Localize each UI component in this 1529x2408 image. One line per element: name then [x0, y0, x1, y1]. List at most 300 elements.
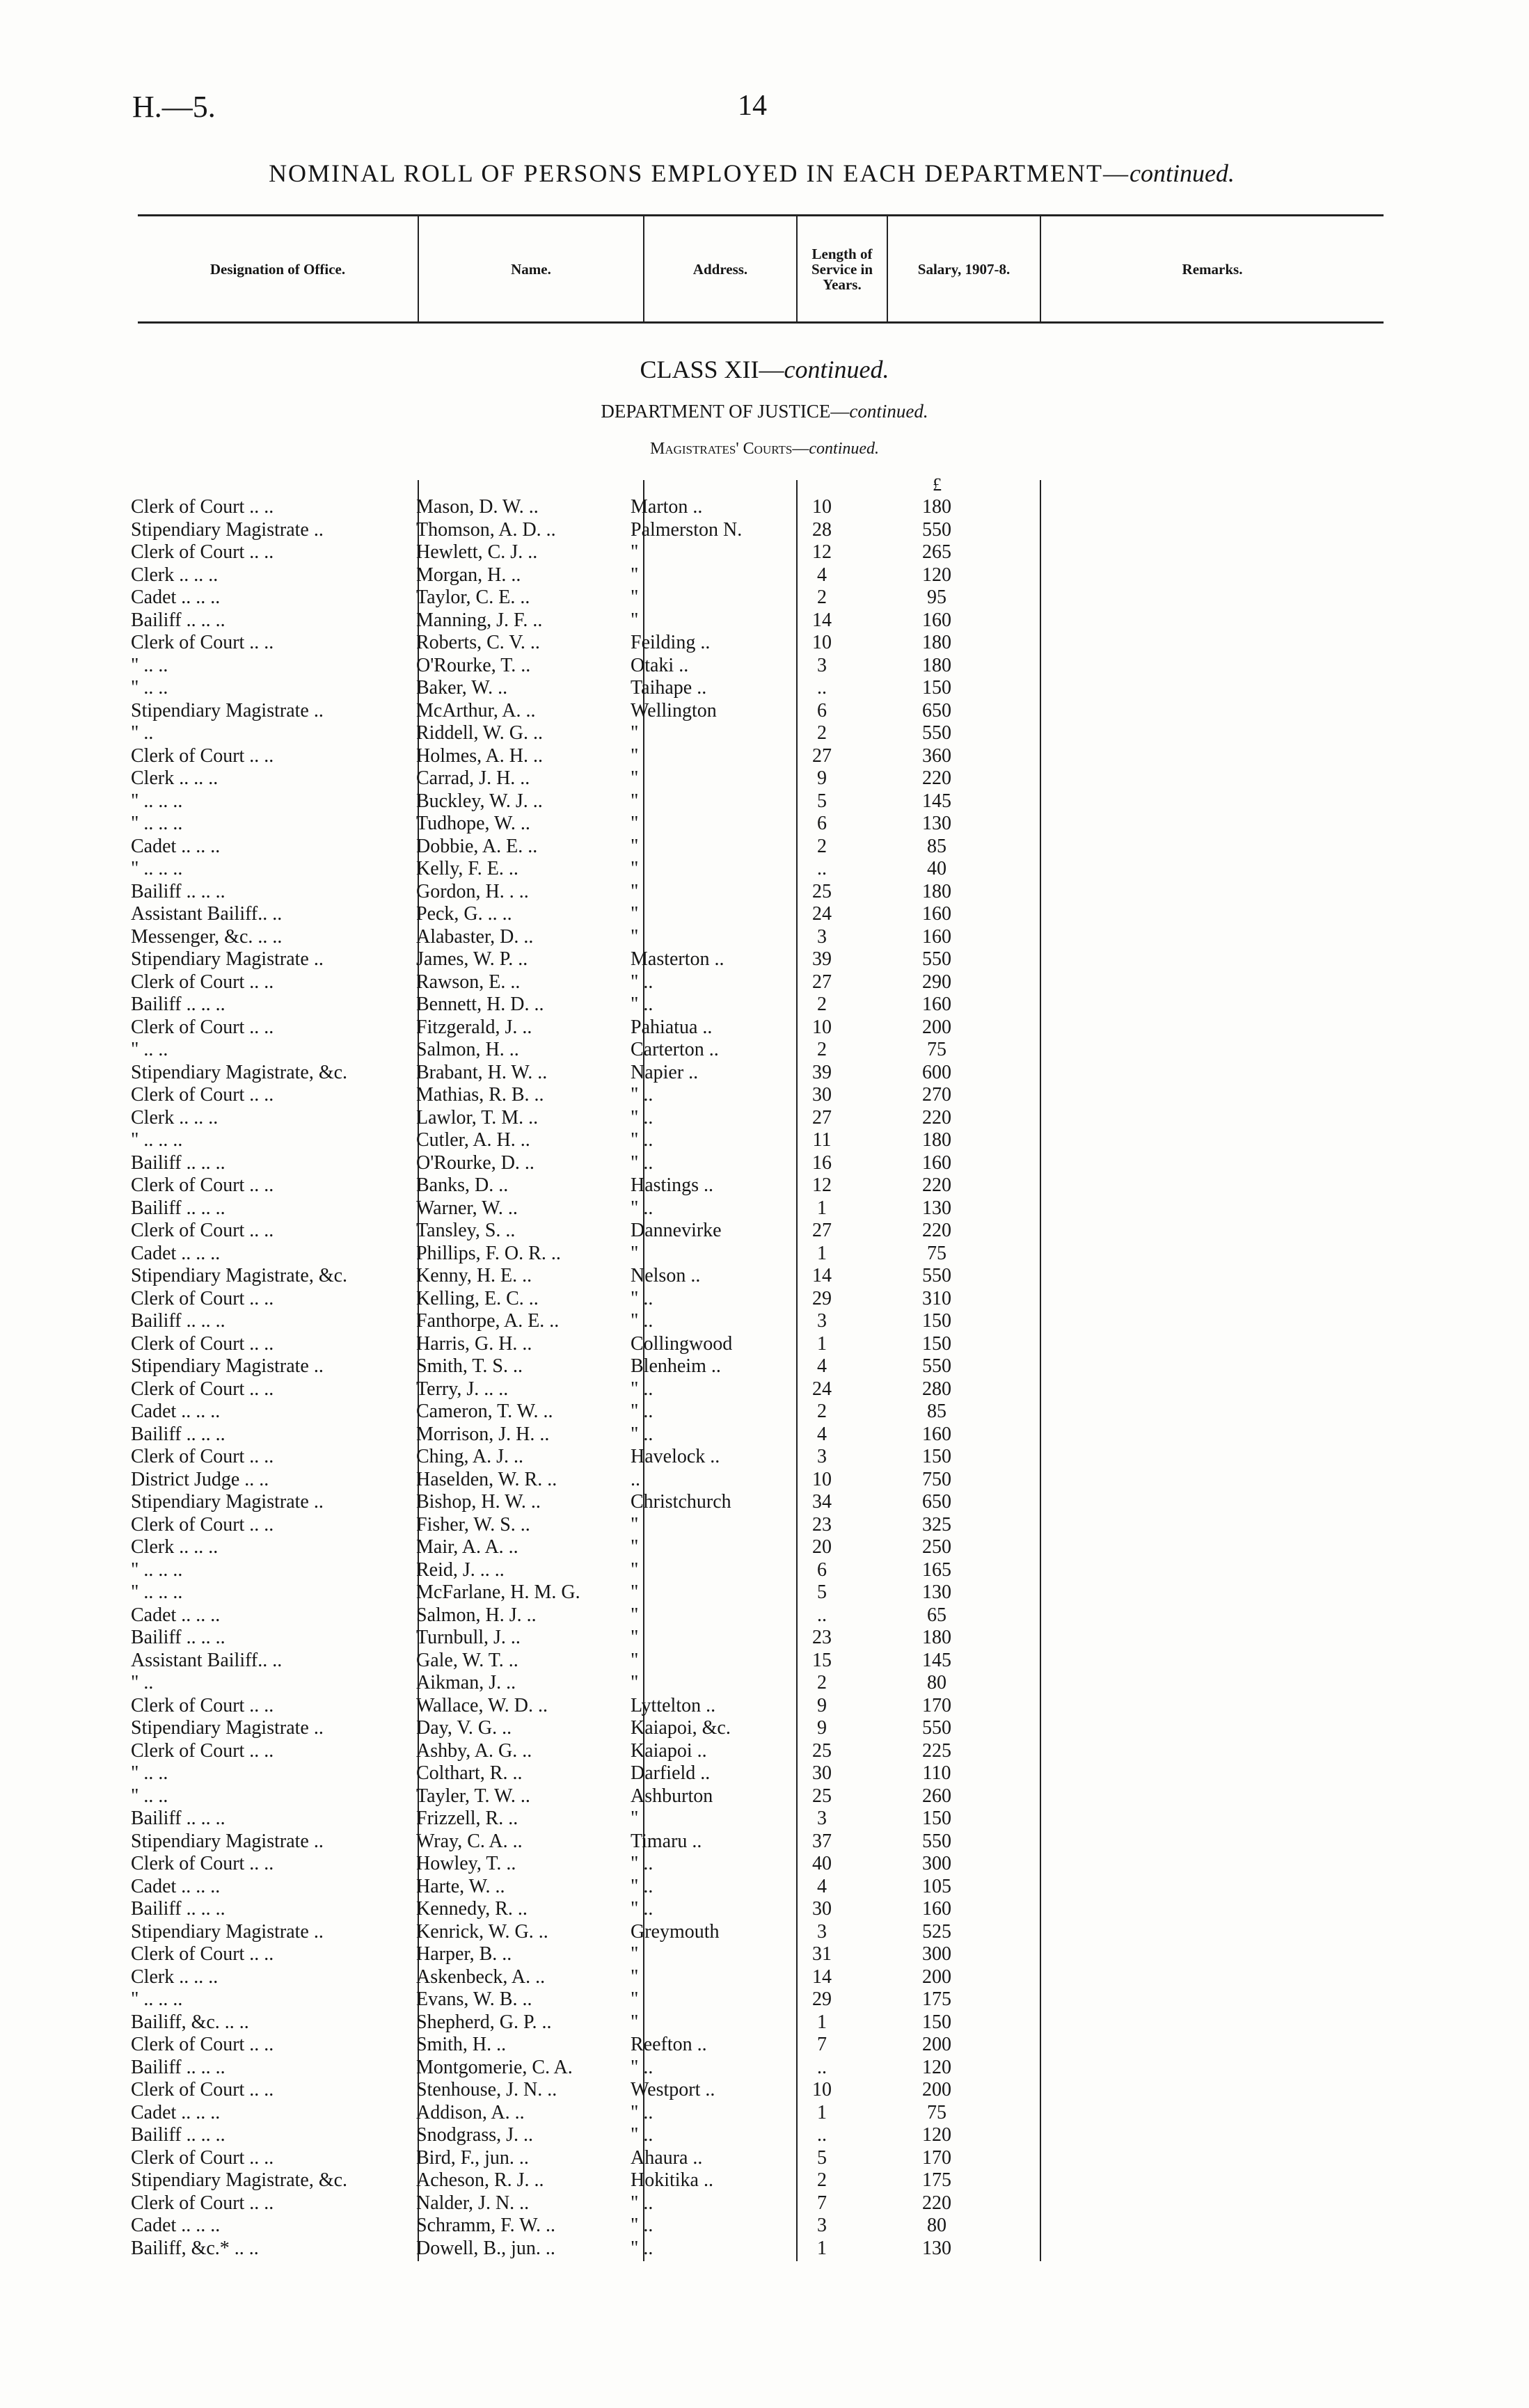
table-row — [131, 1921, 1215, 1944]
table-row — [131, 1220, 1215, 1243]
designation-cell: Cadet .. .. .. — [131, 1401, 221, 1422]
name-cell: Mason, D. W. .. — [416, 496, 539, 518]
address-cell: " — [631, 1627, 639, 1648]
remarks-cell — [1006, 1016, 1215, 1039]
years-cell: 30 — [812, 1898, 832, 1920]
table-row — [131, 564, 1215, 587]
name-cell: Ching, A. J. .. — [416, 1446, 524, 1467]
salary-cell: 160 — [922, 994, 951, 1015]
name-cell: Peck, G. .. .. — [416, 903, 512, 925]
remarks-cell — [1006, 858, 1215, 881]
name-cell: Warner, W. .. — [416, 1197, 518, 1219]
address-cell: " .. — [631, 971, 653, 993]
salary-cell: 550 — [922, 518, 951, 541]
years-cell: 1 — [817, 2101, 827, 2123]
table-row — [131, 903, 1215, 926]
table-row — [131, 1536, 1215, 1559]
class-heading-continued: continued. — [784, 356, 889, 383]
salary-cell: 40 — [927, 858, 946, 879]
designation-cell: Cadet .. .. .. — [131, 2101, 221, 2123]
remarks-cell — [1006, 1831, 1215, 1853]
address-cell: " — [631, 880, 639, 902]
address-cell: " .. — [631, 1287, 653, 1309]
remarks-cell — [1006, 2079, 1215, 2102]
remarks-cell — [1006, 496, 1215, 519]
salary-cell: 130 — [922, 2237, 951, 2259]
address-cell: " .. — [631, 1106, 653, 1129]
remarks-cell — [1006, 1581, 1215, 1604]
name-cell: Tansley, S. .. — [416, 1220, 516, 1241]
remarks-cell — [1006, 881, 1215, 904]
salary-cell: 220 — [922, 1220, 951, 1241]
years-cell: .. — [817, 2056, 827, 2078]
department-heading-continued: continued. — [849, 401, 928, 422]
header-bottom-rule — [138, 321, 1384, 324]
name-cell: Dobbie, A. E. .. — [416, 835, 538, 857]
designation-cell: Cadet .. .. .. — [131, 1604, 221, 1626]
table-row — [131, 1966, 1215, 1989]
designation-cell: Clerk .. .. .. — [131, 767, 219, 789]
address-cell: Marton .. — [631, 496, 703, 518]
designation-cell: Clerk of Court .. .. — [131, 1016, 274, 1038]
salary-cell: 225 — [922, 1739, 951, 1762]
name-cell: Manning, J. F. .. — [416, 609, 543, 631]
designation-cell: Bailiff .. .. .. — [131, 2124, 225, 2146]
name-cell: Hewlett, C. J. .. — [416, 541, 538, 563]
salary-cell: 120 — [922, 2124, 951, 2146]
years-cell: 28 — [812, 518, 832, 541]
name-cell: Gordon, H. . .. — [416, 880, 529, 902]
name-cell: Addison, A. .. — [416, 2101, 525, 2123]
designation-cell: " .. .. .. — [131, 790, 183, 812]
table-row — [131, 1785, 1215, 1808]
remarks-cell — [1006, 700, 1215, 723]
designation-cell: Clerk of Court .. .. — [131, 1853, 274, 1874]
salary-cell: 105 — [922, 1875, 951, 1897]
designation-cell: Bailiff .. .. .. — [131, 1898, 225, 1920]
address-cell: " .. — [631, 2124, 653, 2146]
salary-cell: 180 — [922, 1129, 951, 1151]
table-row — [131, 2102, 1215, 2125]
name-cell: Shepherd, G. P. .. — [416, 2011, 552, 2033]
table-row — [131, 2057, 1215, 2080]
name-cell: Kennedy, R. .. — [416, 1898, 528, 1920]
page-title-continued: continued. — [1129, 159, 1235, 187]
header-top-rule — [138, 214, 1384, 216]
table-row — [131, 1243, 1215, 1266]
salary-cell: 600 — [922, 1061, 951, 1083]
remarks-cell — [1006, 1333, 1215, 1356]
designation-cell: Stipendiary Magistrate .. — [131, 1830, 324, 1852]
name-cell: Morrison, J. H. .. — [416, 1423, 550, 1445]
table-row — [131, 1672, 1215, 1695]
remarks-cell — [1006, 1378, 1215, 1401]
remarks-cell — [1006, 1536, 1215, 1559]
salary-cell: 220 — [922, 1106, 951, 1129]
class-heading — [0, 355, 1529, 384]
table-row — [131, 1333, 1215, 1356]
salary-cell: 75 — [927, 2101, 946, 2123]
years-cell: 2 — [817, 994, 827, 1015]
name-cell: Brabant, H. W. .. — [416, 1061, 548, 1083]
designation-cell: Clerk .. .. .. — [131, 1966, 219, 1988]
remarks-cell — [1006, 2011, 1215, 2034]
name-cell: Tayler, T. W. .. — [416, 1785, 530, 1807]
address-cell: " — [631, 1604, 639, 1626]
table-row — [131, 2124, 1215, 2147]
table-row — [131, 2169, 1215, 2192]
page-title-text: NOMINAL ROLL OF PERSONS EMPLOYED IN EACH DEPARTMENT— — [269, 159, 1130, 187]
table-row — [131, 1853, 1215, 1876]
column-header-designation: Designation of Office. — [209, 260, 346, 278]
designation-cell: Clerk .. .. .. — [131, 564, 219, 586]
designation-cell: Stipendiary Magistrate, &c. — [131, 2169, 348, 2191]
table-row — [131, 2147, 1215, 2170]
remarks-cell — [1006, 609, 1215, 632]
table-row — [131, 541, 1215, 564]
years-cell: 6 — [817, 699, 827, 721]
designation-cell: Clerk of Court .. .. — [131, 1220, 274, 1241]
address-cell: " .. — [631, 1310, 653, 1332]
table-row — [131, 1695, 1215, 1718]
table-row — [131, 813, 1215, 836]
table-row — [131, 836, 1215, 859]
designation-cell: " .. — [131, 1672, 154, 1693]
name-cell: Bird, F., jun. .. — [416, 2146, 529, 2169]
address-cell: Havelock .. — [631, 1446, 720, 1467]
designation-cell: Cadet .. .. .. — [131, 1875, 221, 1897]
address-cell: " — [631, 1649, 639, 1671]
header-divider-4 — [887, 216, 888, 321]
nominal-roll-table — [131, 496, 1215, 2260]
remarks-cell — [1006, 948, 1215, 971]
name-cell: Schramm, F. W. .. — [416, 2215, 555, 2236]
name-cell: Wray, C. A. .. — [416, 1830, 523, 1852]
designation-cell: Clerk of Court .. .. — [131, 744, 274, 767]
salary-cell: 180 — [922, 1627, 951, 1648]
designation-cell: Cadet .. .. .. — [131, 2215, 221, 2236]
salary-cell: 160 — [922, 925, 951, 948]
salary-cell: 220 — [922, 2192, 951, 2214]
salary-cell: 110 — [922, 1762, 951, 1784]
table-row — [131, 1174, 1215, 1197]
table-row — [131, 1355, 1215, 1378]
remarks-cell — [1006, 1876, 1215, 1899]
designation-cell: " .. .. .. — [131, 1558, 183, 1581]
name-cell: Baker, W. .. — [416, 677, 508, 699]
years-cell: 1 — [817, 1242, 827, 1264]
address-cell: " .. — [631, 994, 653, 1015]
salary-cell: 80 — [927, 1672, 946, 1693]
remarks-cell — [1006, 1921, 1215, 1944]
table-row — [131, 496, 1215, 519]
years-cell: 37 — [812, 1830, 832, 1852]
salary-cell: 120 — [922, 2056, 951, 2078]
table-row — [131, 1107, 1215, 1130]
salary-cell: 130 — [922, 1197, 951, 1219]
salary-cell: 550 — [922, 722, 951, 744]
table-row — [131, 2215, 1215, 2238]
address-cell: Westport .. — [631, 2079, 715, 2100]
designation-cell: " .. .. — [131, 1785, 168, 1807]
name-cell: Snodgrass, J. .. — [416, 2124, 534, 2146]
salary-cell: 175 — [922, 2169, 951, 2191]
name-cell: O'Rourke, T. .. — [416, 654, 531, 676]
name-cell: Alabaster, D. .. — [416, 925, 534, 948]
salary-cell: 170 — [922, 2146, 951, 2169]
years-cell: 12 — [812, 1174, 832, 1196]
address-cell: " .. — [631, 2215, 653, 2236]
name-cell: Harte, W. .. — [416, 1875, 505, 1897]
address-cell: " .. — [631, 1853, 653, 1874]
salary-cell: 150 — [922, 1808, 951, 1829]
salary-cell: 145 — [922, 790, 951, 812]
name-cell: Mathias, R. B. .. — [416, 1084, 544, 1106]
table-row — [131, 1650, 1215, 1673]
remarks-cell — [1006, 1243, 1215, 1266]
salary-cell: 160 — [922, 609, 951, 631]
column-header-address: Address. — [692, 260, 748, 278]
address-cell: " — [631, 1808, 639, 1829]
remarks-cell — [1006, 1898, 1215, 1921]
table-row — [131, 1084, 1215, 1107]
nominal-roll-body — [131, 496, 1215, 2260]
header-divider-3 — [796, 216, 798, 321]
department-heading-text: DEPARTMENT OF JUSTICE— — [601, 401, 850, 422]
salary-cell: 360 — [922, 744, 951, 767]
designation-cell: Clerk of Court .. .. — [131, 1694, 274, 1716]
years-cell: 3 — [817, 654, 827, 676]
designation-cell: Clerk of Court .. .. — [131, 1739, 274, 1762]
name-cell: Reid, J. .. .. — [416, 1558, 505, 1581]
name-cell: Colthart, R. .. — [416, 1762, 523, 1784]
designation-cell: Clerk of Court .. .. — [131, 1513, 274, 1536]
salary-cell: 550 — [922, 1830, 951, 1852]
address-cell: " .. — [631, 1129, 653, 1151]
designation-cell: Stipendiary Magistrate .. — [131, 1717, 324, 1739]
years-cell: 14 — [812, 1265, 832, 1286]
table-row — [131, 609, 1215, 632]
address-cell: Carterton .. — [631, 1039, 719, 1060]
years-cell: .. — [817, 677, 827, 699]
salary-cell: 550 — [922, 948, 951, 970]
remarks-cell — [1006, 1107, 1215, 1130]
table-row — [131, 1514, 1215, 1537]
designation-cell: Clerk .. .. .. — [131, 1536, 219, 1558]
address-cell: " .. — [631, 2056, 653, 2078]
salary-cell: 550 — [922, 1355, 951, 1377]
salary-cell: 160 — [922, 903, 951, 925]
salary-cell: 550 — [922, 1265, 951, 1286]
remarks-cell — [1006, 1424, 1215, 1446]
remarks-cell — [1006, 1853, 1215, 1876]
name-cell: Acheson, R. J. .. — [416, 2169, 544, 2191]
name-cell: Stenhouse, J. N. .. — [416, 2079, 557, 2100]
table-row — [131, 1627, 1215, 1650]
remarks-cell — [1006, 2124, 1215, 2147]
remarks-cell — [1006, 903, 1215, 926]
name-cell: O'Rourke, D. .. — [416, 1151, 534, 1174]
address-cell: " — [631, 744, 639, 767]
years-cell: 27 — [812, 1106, 832, 1129]
years-cell: 10 — [812, 632, 832, 653]
salary-cell: 750 — [922, 1468, 951, 1490]
remarks-cell — [1006, 564, 1215, 587]
address-cell: Palmerston N. — [631, 518, 743, 541]
years-cell: 7 — [817, 2034, 827, 2055]
years-cell: 2 — [817, 1401, 827, 1422]
address-cell: " — [631, 835, 639, 857]
years-cell: .. — [817, 858, 827, 879]
remarks-cell — [1006, 722, 1215, 745]
address-cell: " — [631, 1943, 639, 1965]
address-cell: " .. — [631, 2192, 653, 2214]
designation-cell: Clerk of Court .. .. — [131, 1378, 274, 1400]
address-cell: Taihape .. — [631, 677, 707, 699]
years-cell: 24 — [812, 903, 832, 925]
designation-cell: Cadet .. .. .. — [131, 1242, 221, 1264]
address-cell: " .. — [631, 1151, 653, 1174]
name-cell: Gale, W. T. .. — [416, 1649, 518, 1671]
years-cell: 40 — [812, 1853, 832, 1874]
name-cell: Bennett, H. D. .. — [416, 994, 544, 1015]
remarks-cell — [1006, 1627, 1215, 1650]
subsection-heading — [0, 440, 1529, 459]
salary-cell: 270 — [922, 1084, 951, 1106]
address-cell: Lyttelton .. — [631, 1694, 716, 1716]
designation-cell: Bailiff .. .. .. — [131, 1197, 225, 1219]
address-cell: Dannevirke — [631, 1220, 722, 1241]
name-cell: Wallace, W. D. .. — [416, 1694, 548, 1716]
years-cell: 25 — [812, 1785, 832, 1807]
remarks-cell — [1006, 745, 1215, 768]
name-cell: Fisher, W. S. .. — [416, 1513, 530, 1536]
remarks-cell — [1006, 519, 1215, 542]
years-cell: 2 — [817, 587, 827, 608]
address-cell: Christchurch — [631, 1491, 731, 1513]
years-cell: 27 — [812, 971, 832, 993]
designation-cell: Clerk of Court .. .. — [131, 1084, 274, 1106]
remarks-cell — [1006, 2057, 1215, 2080]
address-cell: Ashburton — [631, 1785, 713, 1807]
years-cell: 14 — [812, 609, 832, 631]
subsection-heading-text: Magistrates' Courts— — [649, 440, 809, 458]
address-cell: " — [631, 564, 639, 586]
remarks-cell — [1006, 2215, 1215, 2238]
remarks-cell — [1006, 836, 1215, 859]
table-row — [131, 767, 1215, 790]
salary-cell: 130 — [922, 813, 951, 834]
name-cell: Frizzell, R. .. — [416, 1808, 518, 1829]
remarks-cell — [1006, 1174, 1215, 1197]
address-cell: Reefton .. — [631, 2034, 707, 2055]
remarks-cell — [1006, 790, 1215, 813]
remarks-cell — [1006, 1039, 1215, 1062]
remarks-cell — [1006, 2102, 1215, 2125]
remarks-cell — [1006, 1604, 1215, 1627]
remarks-cell — [1006, 1197, 1215, 1220]
salary-cell: 180 — [922, 496, 951, 518]
column-header-remarks: Remarks. — [1182, 260, 1243, 278]
name-cell: Day, V. G. .. — [416, 1717, 512, 1739]
salary-cell: 220 — [922, 1174, 951, 1196]
years-cell: 9 — [817, 1694, 827, 1716]
designation-cell: Bailiff .. .. .. — [131, 1423, 225, 1445]
designation-cell: Bailiff .. .. .. — [131, 2056, 225, 2078]
table-row — [131, 1717, 1215, 1740]
remarks-cell — [1006, 677, 1215, 700]
salary-cell: 80 — [927, 2215, 946, 2236]
years-cell: 10 — [812, 1016, 832, 1038]
remarks-cell — [1006, 2169, 1215, 2192]
name-cell: Banks, D. .. — [416, 1174, 509, 1196]
table-row — [131, 677, 1215, 700]
remarks-cell — [1006, 1695, 1215, 1718]
name-cell: Terry, J. .. .. — [416, 1378, 509, 1400]
years-cell: 16 — [812, 1151, 832, 1174]
table-row — [131, 722, 1215, 745]
salary-cell: 130 — [922, 1581, 951, 1603]
remarks-cell — [1006, 1514, 1215, 1537]
remarks-cell — [1006, 1966, 1215, 1989]
salary-cell: 75 — [927, 1242, 946, 1264]
name-cell: Evans, W. B. .. — [416, 1988, 532, 2010]
years-cell: 1 — [817, 1197, 827, 1219]
years-cell: 1 — [817, 1332, 827, 1355]
salary-cell: 145 — [922, 1649, 951, 1671]
remarks-cell — [1006, 1265, 1215, 1288]
remarks-cell — [1006, 541, 1215, 564]
designation-cell: Bailiff .. .. .. — [131, 609, 225, 631]
years-cell: 30 — [812, 1084, 832, 1106]
table-row — [131, 858, 1215, 881]
table-row — [131, 632, 1215, 655]
table-row — [131, 948, 1215, 971]
name-cell: Thomson, A. D. .. — [416, 518, 556, 541]
remarks-cell — [1006, 1446, 1215, 1469]
designation-cell: Clerk of Court .. .. — [131, 1332, 274, 1355]
address-cell: " .. — [631, 2237, 653, 2259]
page-number: 14 — [738, 90, 767, 122]
address-cell: Kaiapoi .. — [631, 1739, 707, 1762]
designation-cell: " .. .. — [131, 1762, 168, 1784]
years-cell: .. — [817, 1604, 827, 1626]
salary-cell: 300 — [922, 1853, 951, 1874]
years-cell: 23 — [812, 1513, 832, 1536]
remarks-cell — [1006, 2147, 1215, 2170]
name-cell: Kenrick, W. G. .. — [416, 1920, 548, 1943]
remarks-cell — [1006, 2192, 1215, 2215]
designation-cell: " .. .. — [131, 654, 168, 676]
address-cell: Kaiapoi, &c. — [631, 1717, 731, 1739]
salary-cell: 120 — [922, 564, 951, 586]
address-cell: " .. — [631, 1084, 653, 1106]
salary-cell: 180 — [922, 632, 951, 653]
table-row — [131, 1604, 1215, 1627]
salary-cell: 550 — [922, 1717, 951, 1739]
designation-cell: Cadet .. .. .. — [131, 587, 221, 608]
designation-cell: Bailiff .. .. .. — [131, 994, 225, 1015]
column-header-name: Name. — [511, 260, 551, 278]
remarks-cell — [1006, 1808, 1215, 1831]
salary-cell: 160 — [922, 1423, 951, 1445]
years-cell: 3 — [817, 1808, 827, 1829]
address-cell: " — [631, 609, 639, 631]
remarks-cell — [1006, 1740, 1215, 1763]
table-row — [131, 587, 1215, 609]
remarks-cell — [1006, 1988, 1215, 2011]
table-row — [131, 1265, 1215, 1288]
